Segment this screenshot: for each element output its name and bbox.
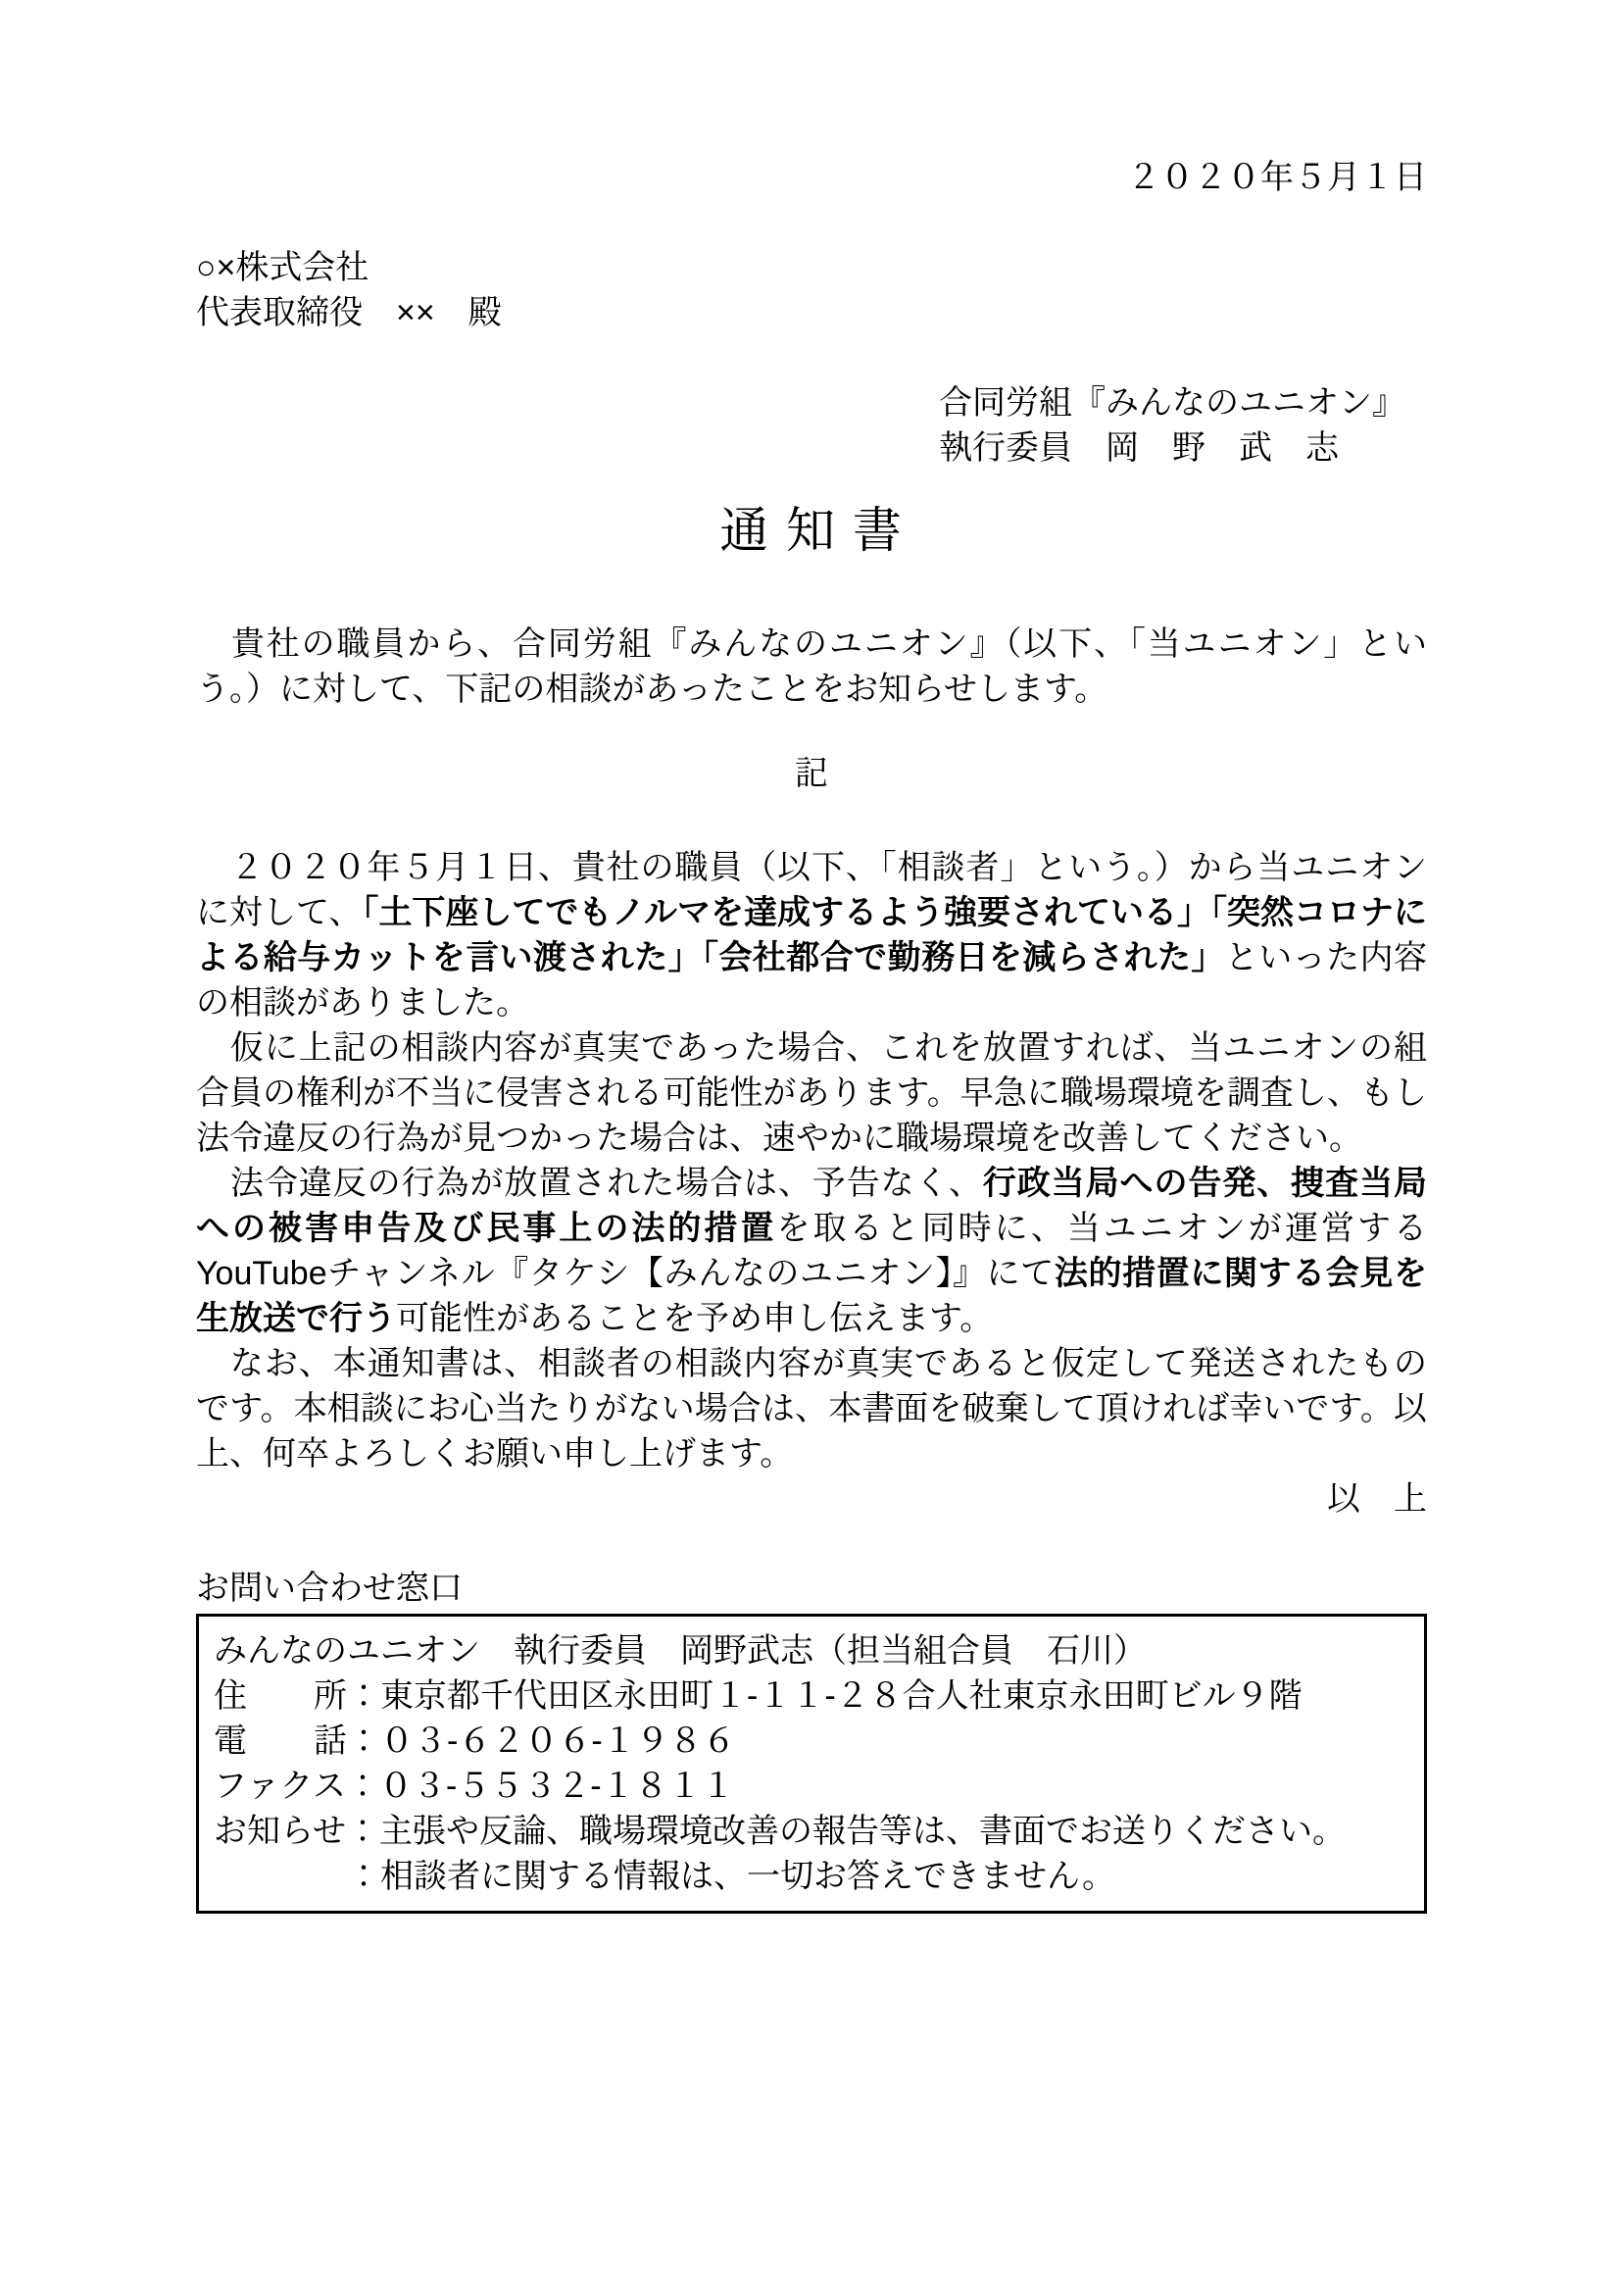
body-paragraph-2 [196,1025,1427,1161]
text-run: 法令違反の行為が放置された場合は、予告なく、 [196,1165,983,1202]
contact-union-line: みんなのユニオン 執行委員 岡野武志（担当組合員 石川） [214,1632,1147,1670]
recipient-addressee: 代表取締役 ×× 殿 [196,294,502,331]
text-run: 可能性があることを予め申し伝えます。 [396,1300,994,1337]
contact-address-line: 住 所：東京都千代田区永田町１-１１-２８合人社東京永田町ビル９階 [214,1677,1303,1715]
contact-fax-line: ファクス：０３-５５３２-１８１１ [214,1768,735,1805]
recipient-company: ○×株式会社 [196,249,369,286]
sender-organization: 合同労組『みんなのユニオン』 [939,384,1405,422]
body-paragraph-4 [196,1341,1427,1476]
text-run: を取ると同時に、当ユニオンが運営するYouTubeチャンネル『タケシ【みんなのユニオン】』にて [196,1210,1427,1292]
bold-text-run: 法的措置に関する会見を生放送で行う [196,1255,1427,1337]
page-title: 通 知 書 [719,503,904,558]
text-run: といった内容の相談がありました。 [196,939,1427,1022]
recipient-block [196,245,1427,335]
contact-heading: お問い合わせ窓口 [196,1570,463,1607]
bold-text-run: 行政当局への告発、捜査当局への被害申告及び民事上の法的措置 [196,1165,1427,1247]
date-line: ２０２０年５月１日 [1127,159,1427,196]
contact-notice-line-1: お知らせ：主張や反論、職場環境改善の報告等は、書面でお送りください。 [214,1813,1346,1850]
body-paragraphs [196,845,1427,1476]
text-run: なお、本通知書は、相談者の相談内容が真実であると仮定して発送されたものです。本相談にお心当たりがない場合は、本書面を破棄して頂ければ幸いです。以上、何卒よろしくお願い申し上げます。 [196,1345,1427,1472]
intro-paragraph: 貴社の職員から、合同労組『みんなのユニオン』（以下、「当ユニオン」という。）に対して、下記の相談があったことをお知らせします。 [196,625,1427,708]
sender-representative: 執行委員 岡 野 武 志 [939,429,1339,467]
text-run: ２０２０年５月１日、貴社の職員（以下、「相談者」という。）から当ユニオンに対して、 [196,849,1427,931]
contact-box [196,1614,1427,1914]
body-paragraph-1 [196,845,1427,1025]
bold-text-run: 「土下座してでもノルマを達成するよう強要されている」「突然コロナによる給与カットを言い渡された」「会社都合で勤務日を減らされた」 [196,894,1427,976]
contact-phone-line: 電 話：０３-６２０６-１９８６ [214,1722,736,1760]
text-run: 仮に上記の相談内容が真実であった場合、これを放置すれば、当ユニオンの組合員の権利が不当に侵害される可能性があります。早急に職場環境を調査し、もし法令違反の行為が見つかった場合は、速やかに職場環境を改善してください。 [196,1029,1427,1157]
sender-block [196,380,1427,471]
record-marker: 記 [795,755,828,792]
closing-marker: 以 上 [1327,1480,1427,1518]
letter-content [196,155,1427,1914]
contact-notice-line-2: ：相談者に関する情報は、一切お答えできません。 [214,1858,1116,1895]
body-paragraph-3 [196,1161,1427,1341]
